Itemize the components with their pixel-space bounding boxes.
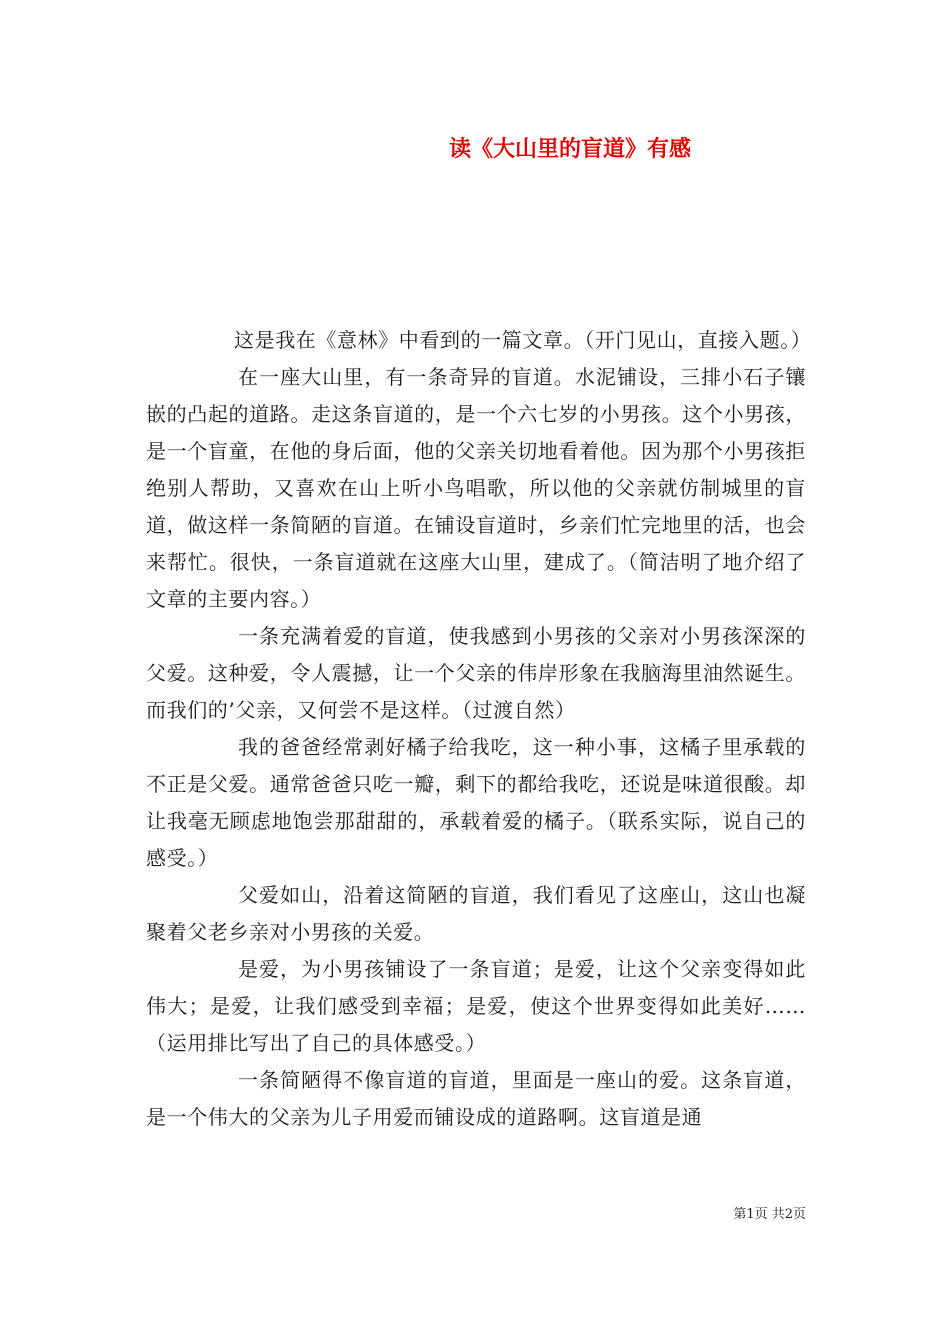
- document-body: [146, 322, 812, 1136]
- document-title: 读《大山里的盲道》有感: [448, 136, 691, 162]
- paragraph: 一条简陋得不像盲道的盲道，里面是一座山的爱。这条盲道，是一个伟大的父亲为儿子用爱而铺设成的道路啊。这盲道是通: [146, 1068, 806, 1129]
- paragraph: 在一座大山里，有一条奇异的盲道。水泥铺设，三排小石子镶嵌的凸起的道路。走这条盲道的，是一个六七岁的小男孩。这个小男孩，是一个盲童，在他的身后面，他的父亲关切地看着他。因为那个小男孩拒绝别人帮助，又喜欢在山上听小鸟唱歌，所以他的父亲就仿制城里的盲道，做这样一条简陋的盲道。在铺设盲道时，乡亲们忙完地里的活，也会来帮忙。很快，一条盲道就在这座大山里，建成了。（简洁明了地介绍了文章的主要内容。）: [146, 365, 806, 611]
- paragraph: 这是我在《意林》中看到的一篇文章。（开门见山，直接入题。）: [234, 328, 812, 352]
- page-number-footer: 第1页 共2页: [733, 1207, 806, 1222]
- paragraph: 父爱如山，沿着这简陋的盲道，我们看见了这座山，这山也凝聚着父老乡亲对小男孩的关爱。: [146, 883, 806, 944]
- paragraph: 一条充满着爱的盲道，使我感到小男孩的父亲对小男孩深深的父爱。这种爱，令人震撼，让一个父亲的伟岸形象在我脑海里油然诞生。而我们的’父亲，又何尝不是这样。（过渡自然）: [146, 624, 806, 722]
- paragraph: 是爱，为小男孩铺设了一条盲道；是爱，让这个父亲变得如此伟大；是爱，让我们感受到幸福；是爱，使这个世界变得如此美好……（运用排比写出了自己的具体感受。）: [146, 957, 806, 1055]
- paragraph: 我的爸爸经常剥好橘子给我吃，这一种小事，这橘子里承载的不正是父爱。通常爸爸只吃一瓣，剩下的都给我吃，还说是味道很酸。却让我毫无顾虑地饱尝那甜甜的，承载着爱的橘子。（联系实际，说自己的感受。）: [146, 735, 806, 870]
